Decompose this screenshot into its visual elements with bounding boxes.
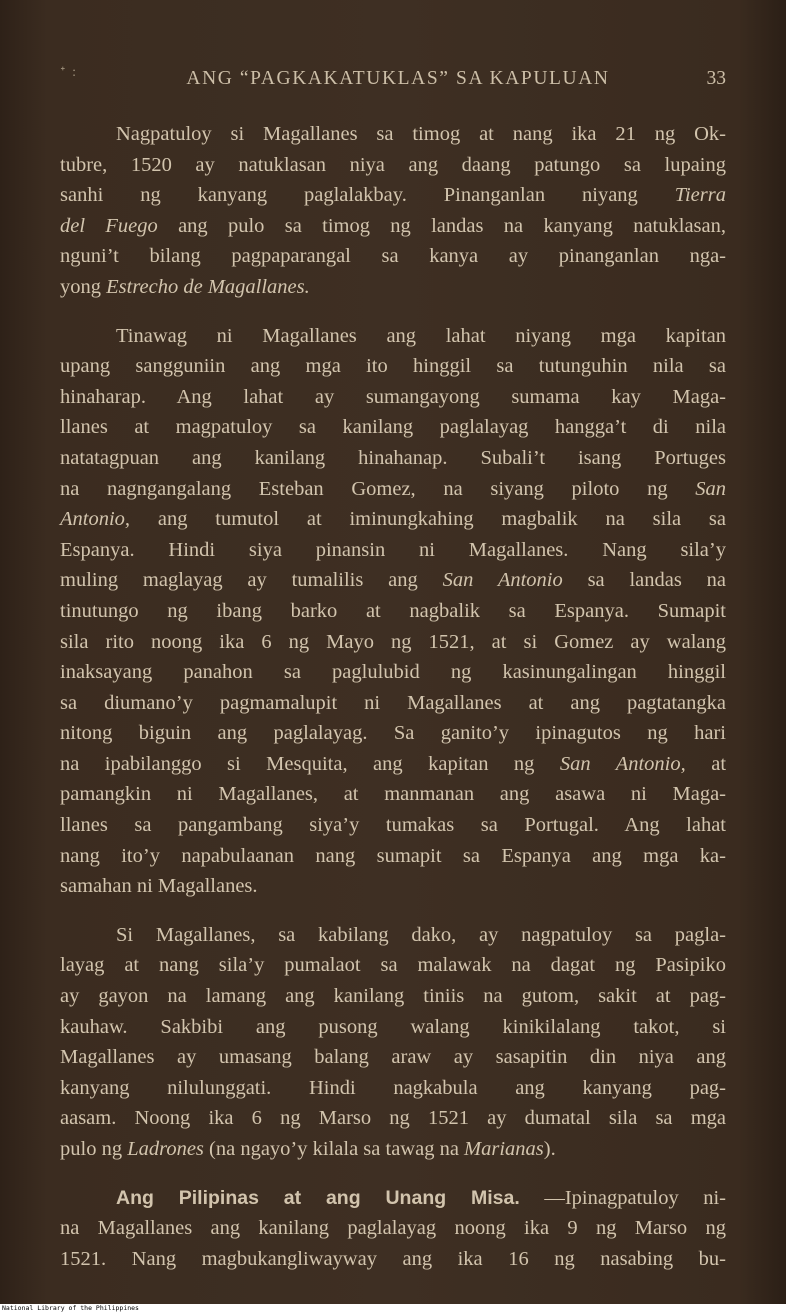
- text-line: pamangkin ni Magallanes, at manmanan ang asawa ni Maga-: [60, 783, 726, 806]
- paragraph-4: [60, 1183, 726, 1275]
- text-line: Espanya. Hindi siya pinansin ni Magallanes. Nang sila’y: [60, 538, 726, 561]
- paragraph-1: [60, 119, 726, 303]
- text-line: aasam. Noong ika 6 ng Marso ng 1521 ay dumatal sila sa mga: [60, 1107, 726, 1130]
- text-line: sa diumano’y pagmamalupit ni Magallanes at ang pagtatangka: [60, 691, 726, 714]
- section-heading: Ang Pilipinas at ang Unang Misa.: [116, 1186, 520, 1209]
- text-line: nang ito’y napabulaanan nang sumapit sa Espanya ang mga ka-: [60, 844, 726, 867]
- text-line: nguni’t bilang pagpaparangal sa kanya ay pinanganlan nga-: [60, 245, 726, 268]
- text-line: sanhi ng kanyang paglalakbay. Pinanganlan niyang Tierra: [60, 184, 726, 207]
- text-line: kanyang nilulunggati. Hindi nagkabula ang kanyang pag-: [60, 1076, 726, 1099]
- text-line: llanes sa pangambang siya’y tumakas sa Portugal. Ang lahat: [60, 814, 726, 837]
- text-line: Tinawag ni Magallanes ang lahat niyang mga kapitan: [116, 324, 726, 347]
- text-line: na Magallanes ang kanilang paglalayag noong ika 9 ng Marso ng: [60, 1217, 726, 1240]
- text-line: Antonio, ang tumutol at iminungkahing magbalik na sila sa: [60, 508, 727, 531]
- text-line: samahan ni Magallanes.: [60, 875, 258, 898]
- text-line: 1521. Nang magbukangliwayway ang ika 16 ng nasabing bu-: [60, 1247, 726, 1270]
- text-line: tubre, 1520 ay natuklasan niya ang daang patungo sa lupaing: [60, 153, 726, 176]
- text-line: sila rito noong ika 6 ng Mayo ng 1521, at si Gomez ay walang: [60, 630, 726, 653]
- library-credit: National Library of the Philippines: [0, 1304, 786, 1313]
- running-header: [60, 65, 736, 96]
- text-line: layag at nang sila’y pumalaot sa malawak na dagat ng Pasipiko: [60, 954, 726, 977]
- text-line: muling maglayag ay tumalilis ang San Antonio sa landas na: [60, 569, 727, 592]
- text-line: na nagngangalang Esteban Gomez, na siyang piloto ng San: [60, 477, 726, 500]
- text-line: na ipabilanggo si Mesquita, ang kapitan ng San Antonio, at: [60, 752, 727, 775]
- margin-mark: ᐩ :: [60, 65, 78, 80]
- text-line: hinaharap. Ang lahat ay sumangayong sumama kay Maga-: [60, 385, 726, 408]
- text-line: kauhaw. Sakbibi ang pusong walang kinikilalang takot, si: [60, 1015, 726, 1038]
- page-body: [60, 119, 726, 1292]
- text-line: Ang Pilipinas at ang Unang Misa. —Ipinagpatuloy ni-: [116, 1186, 727, 1209]
- text-line: Magallanes ay umasang balang araw ay sasapitin din niya ang: [60, 1046, 726, 1069]
- text-line: nitong biguin ang paglalayag. Sa ganito’y ipinagutos ng hari: [60, 722, 726, 745]
- text-line: inaksayang panahon sa paglulubid ng kasinungalingan hinggil: [60, 661, 726, 684]
- text-line: yong Estrecho de Magallanes.: [60, 275, 310, 298]
- paragraph-2: [60, 321, 726, 902]
- text-line: pulo ng Ladrones (na ngayo’y kilala sa tawag na Marianas).: [60, 1138, 556, 1160]
- page-number: 33: [706, 68, 726, 89]
- page-header-title: ANG “PAGKAKATUKLAS” SA KAPULUAN: [186, 68, 610, 89]
- text-line: natatagpuan ang kanilang hinahanap. Subali’t isang Portuges: [60, 446, 726, 469]
- text-line: ay gayon na lamang ang kanilang tiniis na gutom, sakit at pag-: [60, 985, 726, 1008]
- text-line: Nagpatuloy si Magallanes sa timog at nang ika 21 ng Ok-: [116, 123, 726, 145]
- text-line: tinutungo ng ibang barko at nagbalik sa Espanya. Sumapit: [60, 599, 726, 622]
- paragraph-3: [60, 920, 726, 1165]
- text-line: del Fuego ang pulo sa timog ng landas na kanyang natuklasan,: [60, 214, 727, 237]
- text-line: upang sangguniin ang mga ito hinggil sa tutunguhin nila sa: [60, 355, 726, 378]
- text-line: llanes at magpatuloy sa kanilang paglalayag hangga’t di nila: [60, 416, 726, 439]
- text-line: Si Magallanes, sa kabilang dako, ay nagpatuloy sa pagla-: [116, 923, 726, 946]
